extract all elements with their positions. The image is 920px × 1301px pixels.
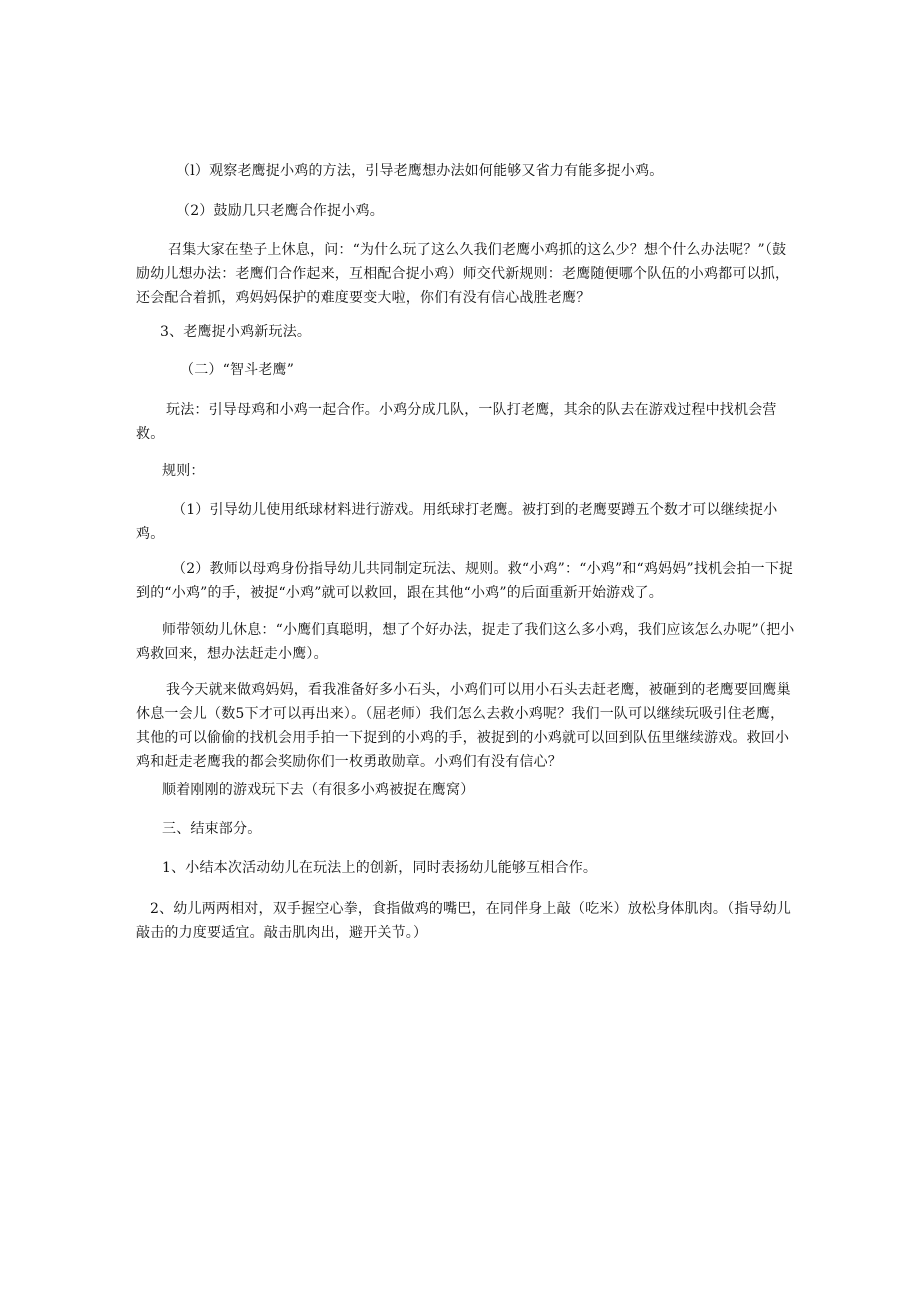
paragraph-hen-mother: 我今天就来做鸡妈妈，看我准备好多小石头，小鸡们可以用小石头去赶老鹰，被砸到的老鹰要回鹰巢休息一会儿（数5下才可以再出来）。（屈老师）我们怎么去救小鸡呢？我们一队可以继续玩吸引住老鹰，其他的可以偷偷的找机会用手拍一下捉到的小鸡的手，被捉到的小鸡就可以回到队伍里继续游戏。救回小鸡和赶走老鹰我的都会奖励你们一枚勇敢勋章。小鸡们有没有信心？ xyxy=(136,682,791,770)
paragraph-teacher-rest: 师带领幼儿休息：“小鹰们真聪明，想了个好办法，捉走了我们这么多小鸡，我们应该怎么办呢”（把小鸡救回来，想办法赶走小鹰）。 xyxy=(136,622,795,662)
paragraph-relaxation: 2、幼儿两两相对，双手握空心拳，食指做鸡的嘴巴，在同伴身上敲（吃米）放松身体肌肉。（指导幼儿敲击的力度要适宜。敲击肌肉出，避开关节。） xyxy=(136,901,792,941)
paragraph-gameplay: 玩法：引导母鸡和小鸡一起合作。小鸡分成几队，一队打老鹰，其余的队去在游戏过程中找机会营救。 xyxy=(136,402,777,442)
heading-outsmart-eagle: （二）“智斗老鹰” xyxy=(180,362,295,378)
heading-new-gameplay: 3、老鹰捉小鸡新玩法。 xyxy=(160,324,312,340)
paragraph-observe-method: （l）观察老鹰捉小鸡的方法，引导老鹰想办法如何能够又省力有能多捉小鸡。 xyxy=(176,163,664,179)
heading-rules: 规则： xyxy=(162,463,205,479)
paragraph-continue-game: 顺着刚刚的游戏玩下去（有很多小鸡被捉在鹰窝） xyxy=(162,782,475,798)
heading-ending-section: 三、结束部分。 xyxy=(162,821,262,837)
paragraph-rule-2: （2）教师以母鸡身份指导幼儿共同制定玩法、规则。救“小鸡”：“小鸡”和“鸡妈妈”找机会拍一下捉到的“小鸡”的手，被捉“小鸡”就可以救回，跟在其他“小鸡”的后面重新开始游戏了。 xyxy=(136,561,794,601)
paragraph-rule-1: （1）引导幼儿使用纸球材料进行游戏。用纸球打老鹰。被打到的老鹰要蹲五个数才可以继续捉小鸡。 xyxy=(136,502,778,542)
paragraph-gather-rest: 召集大家在垫子上休息，问：“为什么玩了这么久我们老鹰小鸡抓的这么少？想个什么办法呢？”（鼓励幼儿想办法：老鹰们合作起来，互相配合捉小鸡）师交代新规则：老鹰随便哪个队伍的小鸡都可以抓，还会配合着抓，鸡妈妈保护的难度要变大啦，你们有没有信心战胜老鹰？ xyxy=(136,242,790,306)
paragraph-encourage-cooperation: （2）鼓励几只老鹰合作捉小鸡。 xyxy=(176,203,384,219)
paragraph-summary: 1、小结本次活动幼儿在玩法上的创新，同时表扬幼儿能够互相合作。 xyxy=(162,860,598,876)
